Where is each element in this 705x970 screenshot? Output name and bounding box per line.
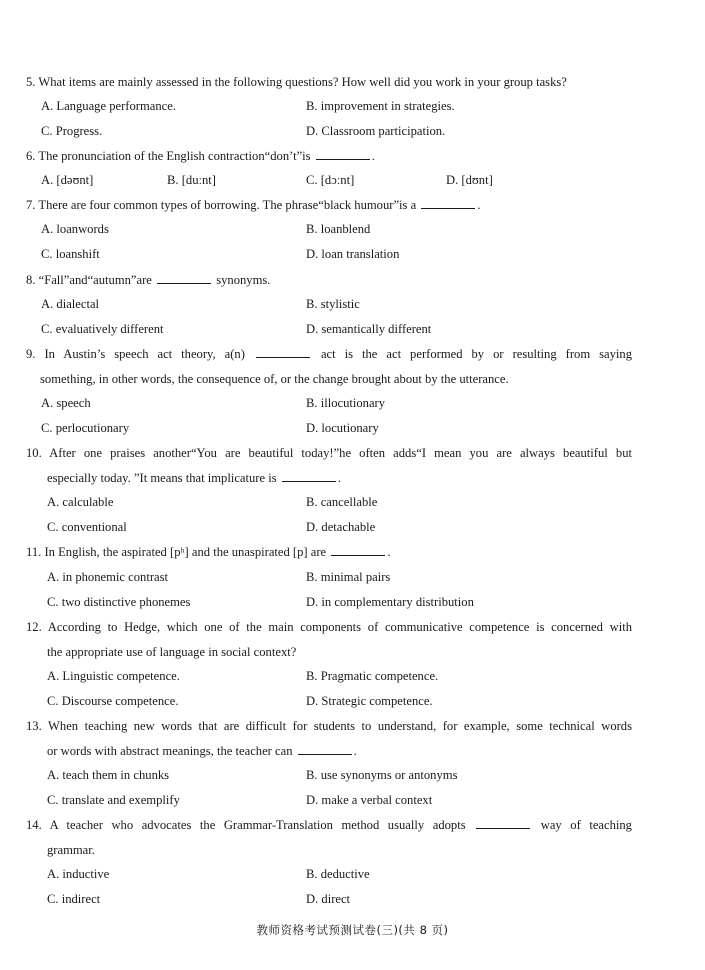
page-footer: 教师资格考试预测试卷(三)(共 8 页) bbox=[256, 923, 449, 937]
question-stem-end: . bbox=[477, 198, 481, 212]
option-b[interactable]: B. deductive bbox=[306, 867, 370, 881]
option-d[interactable]: D. loan translation bbox=[306, 247, 400, 261]
question-6 bbox=[26, 144, 632, 169]
question-stem-cont: act is the act performed by or resulting from saying bbox=[320, 347, 632, 361]
question-stem-end: . bbox=[337, 470, 341, 485]
option-a[interactable]: A. Language performance. bbox=[41, 99, 176, 113]
option-b[interactable]: B. use synonyms or antonyms bbox=[306, 768, 458, 782]
question-stem-end: synonyms. bbox=[216, 273, 271, 287]
question-12 bbox=[26, 615, 632, 665]
option-c[interactable]: C. conventional bbox=[47, 520, 127, 534]
option-c[interactable]: C. two distinctive phonemes bbox=[47, 595, 191, 609]
option-d[interactable]: D. Classroom participation. bbox=[306, 124, 446, 138]
option-a[interactable]: A. calculable bbox=[47, 495, 114, 509]
answer-blank bbox=[331, 545, 385, 556]
answer-blank bbox=[476, 818, 530, 829]
question-stem-cont: way of teaching bbox=[540, 818, 632, 832]
option-a[interactable]: A. loanwords bbox=[41, 222, 109, 236]
option-d[interactable]: D. semantically different bbox=[306, 322, 432, 336]
question-number: 6. bbox=[26, 149, 36, 163]
question-14 bbox=[26, 813, 632, 863]
option-b[interactable]: B. loanblend bbox=[306, 222, 371, 236]
question-stem-end: . bbox=[353, 743, 357, 758]
question-number: 13. bbox=[26, 719, 42, 733]
option-d[interactable]: D. in complementary distribution bbox=[306, 595, 474, 609]
question-8 bbox=[26, 268, 632, 293]
answer-blank bbox=[282, 471, 336, 482]
option-c[interactable]: C. evaluatively different bbox=[41, 322, 164, 336]
question-number: 5. bbox=[26, 75, 36, 89]
question-stem-line1: When teaching new words that are difficult for students to understand, for example, some technical words bbox=[48, 719, 633, 733]
option-a[interactable]: A. Linguistic competence. bbox=[47, 669, 180, 683]
question-number: 12. bbox=[26, 620, 42, 634]
option-d[interactable]: D. locutionary bbox=[306, 421, 379, 435]
option-c[interactable]: C. perlocutionary bbox=[41, 421, 130, 435]
question-11 bbox=[26, 540, 632, 565]
question-13 bbox=[26, 714, 632, 764]
answer-blank bbox=[256, 347, 310, 358]
question-7 bbox=[26, 193, 632, 218]
question-stem: or words with abstract meanings, the teacher can bbox=[47, 743, 293, 758]
option-c[interactable]: C. loanshift bbox=[41, 247, 100, 261]
option-b[interactable]: B. cancellable bbox=[306, 495, 378, 509]
question-stem: In English, the aspirated [pʰ] and the unaspirated [p] are bbox=[44, 545, 327, 559]
option-a[interactable]: A. [dəʊnt] bbox=[41, 173, 94, 187]
question-number: 9. bbox=[26, 347, 36, 361]
answer-blank bbox=[298, 744, 352, 755]
option-d[interactable]: D. Strategic competence. bbox=[306, 694, 433, 708]
option-a[interactable]: A. in phonemic contrast bbox=[47, 570, 169, 584]
option-b[interactable]: B. improvement in strategies. bbox=[306, 99, 455, 113]
option-a[interactable]: A. dialectal bbox=[41, 297, 100, 311]
question-stem: “Fall”and“autumn”are bbox=[38, 273, 152, 287]
question-stem: A teacher who advocates the Grammar-Translation method usually adopts bbox=[49, 818, 466, 832]
question-stem-line1: According to Hedge, which one of the main components of communicative competence is concerned with bbox=[47, 620, 632, 634]
option-c[interactable]: C. translate and exemplify bbox=[47, 793, 180, 807]
option-b[interactable]: B. [duːnt] bbox=[167, 173, 216, 187]
question-stem: especially today. ”It means that implicature is bbox=[47, 470, 277, 485]
question-9 bbox=[26, 342, 632, 392]
option-c[interactable]: C. Discourse competence. bbox=[47, 694, 179, 708]
answer-blank bbox=[157, 273, 211, 284]
question-number: 14. bbox=[26, 818, 42, 832]
option-b[interactable]: B. stylistic bbox=[306, 297, 360, 311]
question-number: 7. bbox=[26, 198, 36, 212]
option-c[interactable]: C. Progress. bbox=[41, 124, 103, 138]
question-stem-line1: After one praises another“You are beautiful today!”he often adds“I mean you are always beautiful but bbox=[49, 446, 632, 460]
answer-blank bbox=[421, 198, 475, 209]
question-stem: There are four common types of borrowing. The phrase“black humour”is a bbox=[38, 198, 417, 212]
question-10 bbox=[26, 441, 632, 491]
option-b[interactable]: B. Pragmatic competence. bbox=[306, 669, 439, 683]
question-stem: The pronunciation of the English contraction“don’t”is bbox=[38, 149, 311, 163]
question-5 bbox=[26, 70, 632, 95]
question-stem-line2: the appropriate use of language in social context? bbox=[47, 644, 297, 659]
option-d[interactable]: D. [dʊnt] bbox=[446, 173, 493, 187]
question-stem-line2: something, in other words, the consequence of, or the change brought about by the utterance. bbox=[40, 371, 509, 386]
question-stem-end: . bbox=[387, 545, 391, 559]
option-c[interactable]: C. [dɔːnt] bbox=[306, 173, 355, 187]
option-a[interactable]: A. teach them in chunks bbox=[47, 768, 170, 782]
question-stem-end: . bbox=[371, 149, 375, 163]
question-stem: In Austin’s speech act theory, a(n) bbox=[44, 347, 245, 361]
question-number: 10. bbox=[26, 446, 42, 460]
question-stem: What items are mainly assessed in the following questions? How well did you work in your group tasks? bbox=[38, 75, 567, 89]
option-a[interactable]: A. inductive bbox=[47, 867, 110, 881]
question-number: 8. bbox=[26, 273, 36, 287]
option-d[interactable]: D. direct bbox=[306, 892, 351, 906]
option-b[interactable]: B. minimal pairs bbox=[306, 570, 391, 584]
option-d[interactable]: D. detachable bbox=[306, 520, 376, 534]
answer-blank bbox=[316, 149, 370, 160]
question-number: 11. bbox=[26, 545, 42, 559]
question-stem-line2: grammar. bbox=[47, 842, 95, 857]
option-b[interactable]: B. illocutionary bbox=[306, 396, 386, 410]
option-c[interactable]: C. indirect bbox=[47, 892, 101, 906]
option-d[interactable]: D. make a verbal context bbox=[306, 793, 433, 807]
option-a[interactable]: A. speech bbox=[41, 396, 91, 410]
